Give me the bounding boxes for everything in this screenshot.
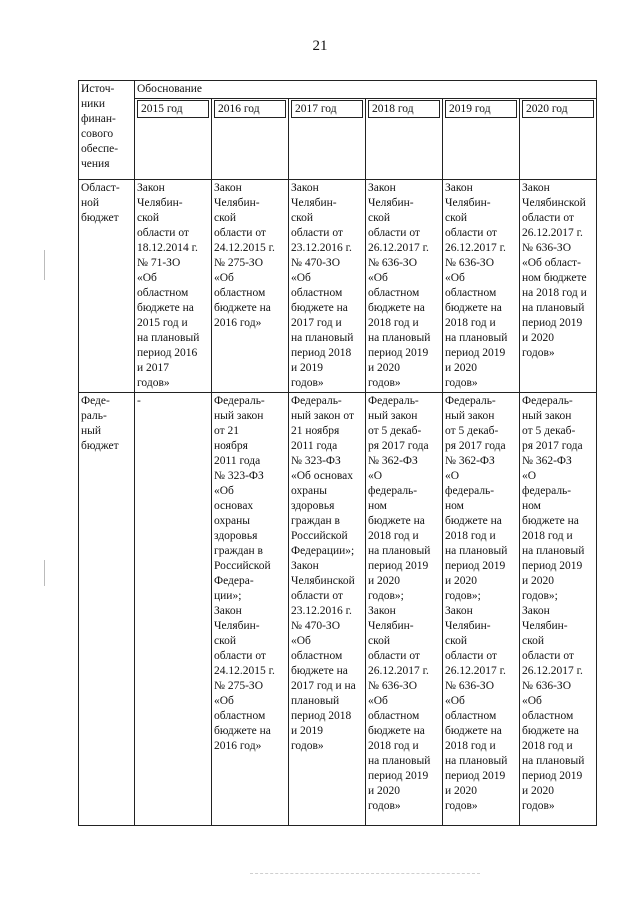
- source-cell: [79, 393, 135, 826]
- justification-cell: [212, 393, 289, 826]
- table-row-regional-budget: [79, 180, 597, 393]
- year-header-cell: [443, 99, 520, 180]
- year-header-cell: [289, 99, 366, 180]
- scan-edge-mark: [44, 560, 45, 586]
- justification-header-cell: [135, 81, 597, 99]
- financing-sources-table: [78, 80, 597, 826]
- justification-text: Закон Челябин- ской области от 24.12.2015 г. № 275-ЗО «Об областном бюджете на 2016 год»: [214, 182, 275, 329]
- justification-cell: [289, 180, 366, 393]
- year-label: 2015 год: [137, 100, 209, 118]
- year-header-cell: [135, 99, 212, 180]
- justification-text: Закон Челябин- ской области от 18.12.2014 г. № 71-ЗО «Об областном бюджете на 2015 год и на плановый период 2016 и 2017 годов»: [137, 182, 200, 389]
- justification-text: Федераль- ный закон от 21 ноября 2011 года № 323-ФЗ «Об основах охраны здоровья граждан в Российской Федера- ции»; Закон Челябин- ской области от 24.12.2015 г. № 275-ЗО «Об областном бюджете на 2016 год»: [214, 395, 275, 752]
- justification-cell: [520, 180, 597, 393]
- source-label: Феде- раль- ный бюджет: [81, 395, 119, 452]
- justification-cell: [520, 393, 597, 826]
- page-number: 21: [312, 38, 328, 54]
- justification-text: Федераль- ный закон от 5 декаб- ря 2017 года № 362-ФЗ «О федераль- ном бюджете на 2018 год и на плановый период 2019 и 2020 годов»; Закон Челябин- ской области от 26.12.2017 г. № 636-ЗО «Об областном бюджете на 2018 год и на плановый период 2019 и 2020 годов»: [445, 395, 508, 812]
- year-header-cell: [366, 99, 443, 180]
- year-header-row: [79, 99, 597, 180]
- scan-edge-mark: [44, 250, 45, 280]
- justification-text: -: [137, 395, 141, 407]
- justification-text: Федераль- ный закон от 5 декаб- ря 2017 года № 362-ФЗ «О федераль- ном бюджете на 2018 год и на плановый период 2019 и 2020 годов»; Закон Челябин- ской области от 26.12.2017 г. № 636-ЗО «Об областном бюджете на 2018 год и на плановый период 2019 и 2020 годов»: [522, 395, 585, 812]
- justification-text: Федераль- ный закон от 21 ноября 2011 года № 323-ФЗ «Об основах охраны здоровья граждан в Российской Федерации»; Закон Челябинской области от 23.12.2016 г. № 470-ЗО «Об областном бюджете на 2017 год и на плановый период 2018 и 2019 годов»: [291, 395, 356, 752]
- year-label: 2019 год: [445, 100, 517, 118]
- justification-cell: [443, 393, 520, 826]
- justification-cell: [135, 393, 212, 826]
- justification-header: Обоснование: [137, 83, 202, 95]
- justification-text: Закон Челябинской области от 26.12.2017 г. № 636-ЗО «Об област- ном бюджете на 2018 год и на плановый период 2019 и 2020 годов»: [522, 182, 587, 359]
- year-header-cell: [520, 99, 597, 180]
- justification-cell: [212, 180, 289, 393]
- header-row: [79, 81, 597, 99]
- year-header-cell: [212, 99, 289, 180]
- source-header: Источ- ники финан- сового обеспе- чения: [81, 83, 119, 170]
- justification-cell: [443, 180, 520, 393]
- justification-cell: [366, 180, 443, 393]
- source-label: Област- ной бюджет: [81, 182, 120, 224]
- justification-text: Федераль- ный закон от 5 декаб- ря 2017 года № 362-ФЗ «О федераль- ном бюджете на 2018 год и на плановый период 2019 и 2020 годов»; Закон Челябин- ской области от 26.12.2017 г. № 636-ЗО «Об областном бюджете на 2018 год и на плановый период 2019 и 2020 годов»: [368, 395, 431, 812]
- table-row-federal-budget: [79, 393, 597, 826]
- scan-footer-artifact: [250, 873, 480, 875]
- source-cell: [79, 180, 135, 393]
- year-label: 2017 год: [291, 100, 363, 118]
- justification-text: Закон Челябин- ской области от 26.12.2017 г. № 636-ЗО «Об областном бюджете на 2018 год и на плановый период 2019 и 2020 годов»: [445, 182, 508, 389]
- year-label: 2016 год: [214, 100, 286, 118]
- justification-cell: [366, 393, 443, 826]
- justification-text: Закон Челябин- ской области от 23.12.2016 г. № 470-ЗО «Об областном бюджете на 2017 год и на плановый период 2018 и 2019 годов»: [291, 182, 354, 389]
- justification-text: Закон Челябин- ской области от 26.12.2017 г. № 636-ЗО «Об областном бюджете на 2018 год и на плановый период 2019 и 2020 годов»: [368, 182, 431, 389]
- justification-cell: [135, 180, 212, 393]
- source-header-cell: [79, 81, 135, 180]
- justification-cell: [289, 393, 366, 826]
- year-label: 2020 год: [522, 100, 594, 118]
- year-label: 2018 год: [368, 100, 440, 118]
